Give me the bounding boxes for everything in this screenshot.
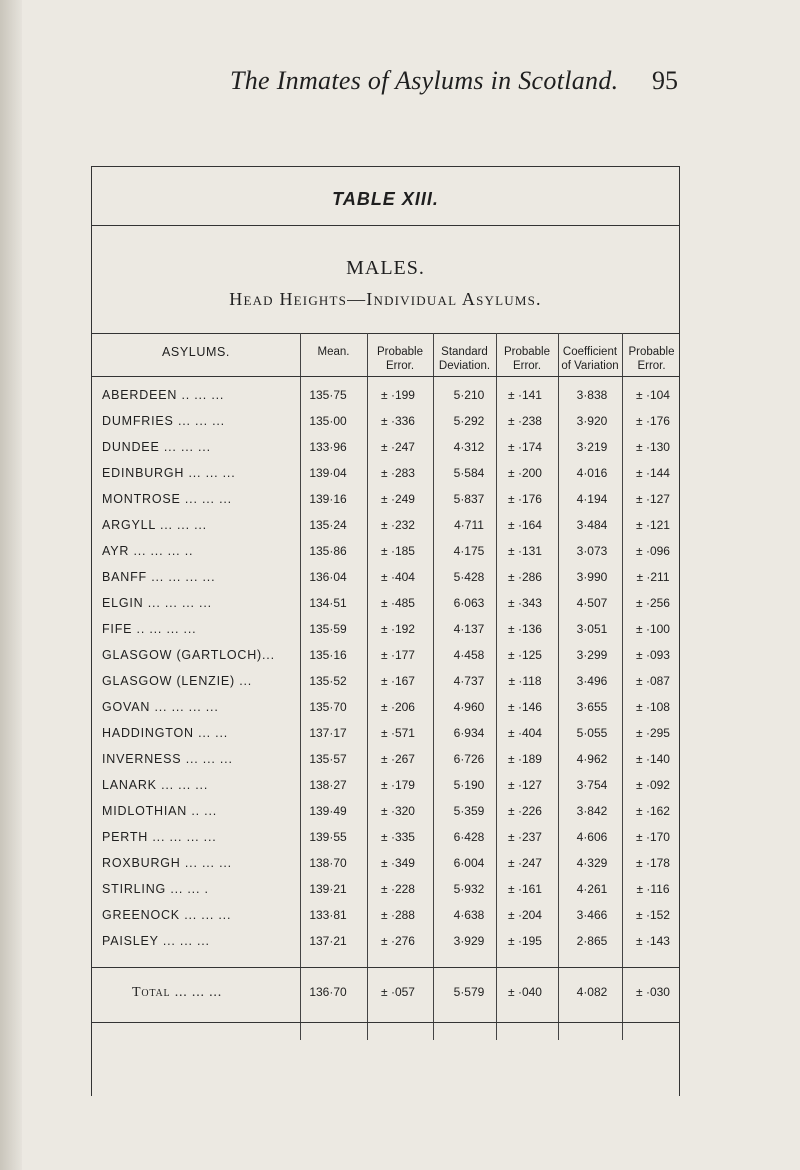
table-row: PERTH ... ... ... ... 139·55 ± ·335 6·428 ± ·237 4·606 ± ·170: [102, 830, 670, 844]
table-row: GLASGOW (GARTLOCH)... 135·16 ± ·177 4·458 ± ·125 3·299 ± ·093: [102, 648, 670, 662]
table-row: BANFF ... ... ... ... 136·04 ± ·404 5·428 ± ·286 3·990 ± ·211: [102, 570, 670, 584]
table-row: ROXBURGH ... ... ... 138·70 ± ·349 6·004 ± ·247 4·329 ± ·178: [102, 856, 670, 870]
sex-heading: MALES.: [346, 257, 425, 279]
divider: [92, 225, 679, 226]
table-row: MONTROSE ... ... ... 139·16 ± ·249 5·837 ± ·176 4·194 ± ·127: [102, 492, 670, 506]
table-row: ARGYLL ... ... ... 135·24 ± ·232 4·711 ± ·164 3·484 ± ·121: [102, 518, 670, 532]
header-probable-error-3: Probable Error.: [628, 346, 675, 372]
table-frame: [91, 166, 680, 1096]
divider: [92, 376, 679, 377]
page-number: 95: [652, 66, 678, 95]
divider: [92, 967, 679, 968]
table-row: DUNDEE ... ... ... 133·96 ± ·247 4·312 ± ·174 3·219 ± ·130: [102, 440, 670, 454]
header-standard-deviation: Standard Deviation.: [438, 346, 491, 372]
table-row: INVERNESS ... ... ... 135·57 ± ·267 6·726 ± ·189 4·962 ± ·140: [102, 752, 670, 766]
divider: [92, 333, 679, 334]
table-row: LANARK ... ... ... 138·27 ± ·179 5·190 ± ·127 3·754 ± ·092: [102, 778, 670, 792]
table-row: GREENOCK ... ... ... 133·81 ± ·288 4·638 ± ·204 3·466 ± ·152: [102, 908, 670, 922]
table-row: HADDINGTON ... ... 137·17 ± ·571 6·934 ± ·404 5·055 ± ·295: [102, 726, 670, 740]
table-row: GLASGOW (LENZIE) ... 135·52 ± ·167 4·737 ± ·118 3·496 ± ·087: [102, 674, 670, 688]
subject-heading: Head Heights—Individual Asylums.: [229, 289, 542, 309]
header-probable-error-2: Probable Error.: [503, 346, 551, 372]
divider: [92, 1022, 679, 1023]
table-row: AYR ... ... ... .. 135·86 ± ·185 4·175 ± ·131 3·073 ± ·096: [102, 544, 670, 558]
table-row: FIFE .. ... ... ... 135·59 ± ·192 4·137 ± ·136 3·051 ± ·100: [102, 622, 670, 636]
page-edge-shadow: [0, 0, 22, 1170]
header-mean: Mean.: [317, 346, 350, 358]
table-row: ELGIN ... ... ... ... 134·51 ± ·485 6·063 ± ·343 4·507 ± ·256: [102, 596, 670, 610]
header-probable-error-1: Probable Error.: [376, 346, 424, 372]
running-head: [0, 66, 800, 106]
table-row: STIRLING ... ... . 139·21 ± ·228 5·932 ± ·161 4·261 ± ·116: [102, 882, 670, 896]
total-row: Total ... ... ... 136·70 ± ·057 5·579 ± ·040 4·082 ± ·030: [132, 985, 670, 1000]
table-row: PAISLEY ... ... ... 137·21 ± ·276 3·929 ± ·195 2·865 ± ·143: [102, 934, 670, 948]
table-row: ABERDEEN .. ... ... 135·75 ± ·199 5·210 ± ·141 3·838 ± ·104: [102, 388, 670, 402]
header-asylums: ASYLUMS.: [161, 345, 230, 359]
table-row: DUMFRIES ... ... ... 135·00 ± ·336 5·292 ± ·238 3·920 ± ·176: [102, 414, 670, 428]
table-row: MIDLOTHIAN .. ... 139·49 ± ·320 5·359 ± ·226 3·842 ± ·162: [102, 804, 670, 818]
table-row: EDINBURGH ... ... ... 139·04 ± ·283 5·584 ± ·200 4·016 ± ·144: [102, 466, 670, 480]
running-title: The Inmates of Asylums in Scotland.: [230, 66, 619, 95]
table-label: TABLE XIII.: [332, 189, 439, 209]
header-coefficient-of-variation: Coefficient of Variation: [561, 346, 619, 372]
table-row: GOVAN ... ... ... ... 135·70 ± ·206 4·960 ± ·146 3·655 ± ·108: [102, 700, 670, 714]
